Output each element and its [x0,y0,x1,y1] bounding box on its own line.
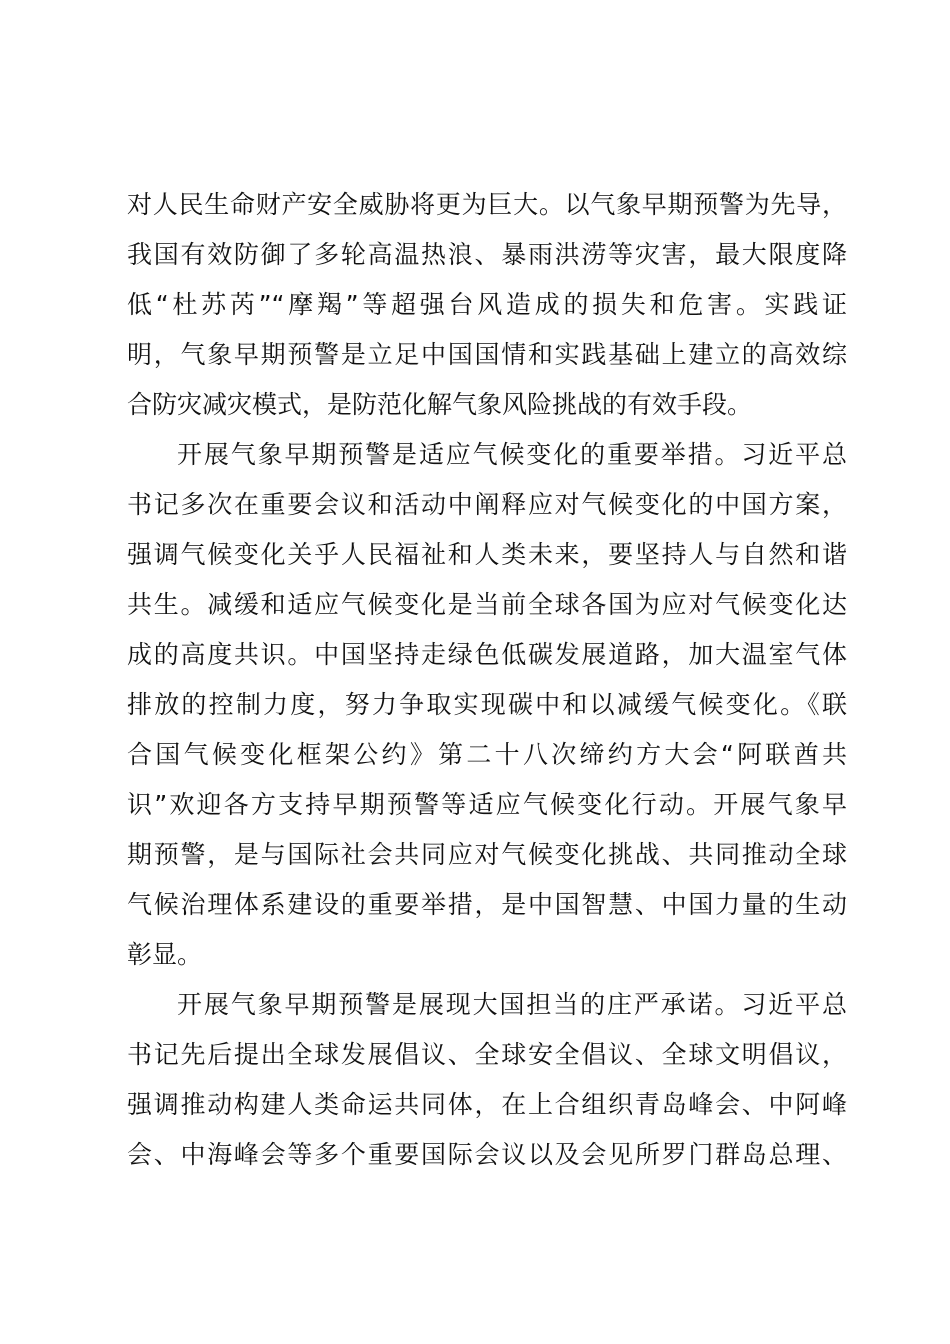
text-line: 强调气候变化关乎人民福祉和人类未来，要坚持人与自然和谐 [127,540,847,569]
text-line: 我国有效防御了多轮高温热浪、暴雨洪涝等灾害，最大限度降 [127,240,847,269]
text-line: 共生。减缓和适应气候变化是当前全球各国为应对气候变化达 [127,590,847,619]
text-line: 明，气象早期预警是立足中国国情和实践基础上建立的高效综 [127,340,847,369]
text-line: 期预警，是与国际社会共同应对气候变化挑战、共同推动全球 [127,840,847,869]
text-line: 书记先后提出全球发展倡议、全球安全倡议、全球文明倡议， [127,1040,847,1069]
text-line: 合防灾减灾模式，是防范化解气象风险挑战的有效手段。 [127,390,753,419]
text-line: 气候治理体系建设的重要举措，是中国智慧、中国力量的生动 [127,890,847,919]
text-line: 成的高度共识。中国坚持走绿色低碳发展道路，加大温室气体 [127,640,847,669]
paragraph-1 [127,180,847,430]
text-line: 合国气候变化框架公约》第二十八次缔约方大会“阿联酋共 [127,740,847,769]
text-line: 开展气象早期预警是展现大国担当的庄严承诺。习近平总 [177,990,847,1019]
text-line: 开展气象早期预警是适应气候变化的重要举措。习近平总 [177,440,847,469]
body-text [127,180,847,1180]
text-line: 强调推动构建人类命运共同体，在上合组织青岛峰会、中阿峰 [127,1090,847,1119]
paragraph-3 [127,980,847,1180]
text-line: 低“杜苏芮”“摩羯”等超强台风造成的损失和危害。实践证 [127,290,847,319]
text-line: 识”欢迎各方支持早期预警等适应气候变化行动。开展气象早 [127,790,847,819]
text-line: 会、中海峰会等多个重要国际会议以及会见所罗门群岛总理、 [127,1140,847,1169]
text-line: 彰显。 [127,940,203,969]
text-line: 对人民生命财产安全威胁将更为巨大。以气象早期预警为先导， [127,190,847,219]
text-line: 排放的控制力度，努力争取实现碳中和以减缓气候变化。《联 [127,690,847,719]
text-line: 书记多次在重要会议和活动中阐释应对气候变化的中国方案， [127,490,847,519]
paragraph-2 [127,430,847,980]
